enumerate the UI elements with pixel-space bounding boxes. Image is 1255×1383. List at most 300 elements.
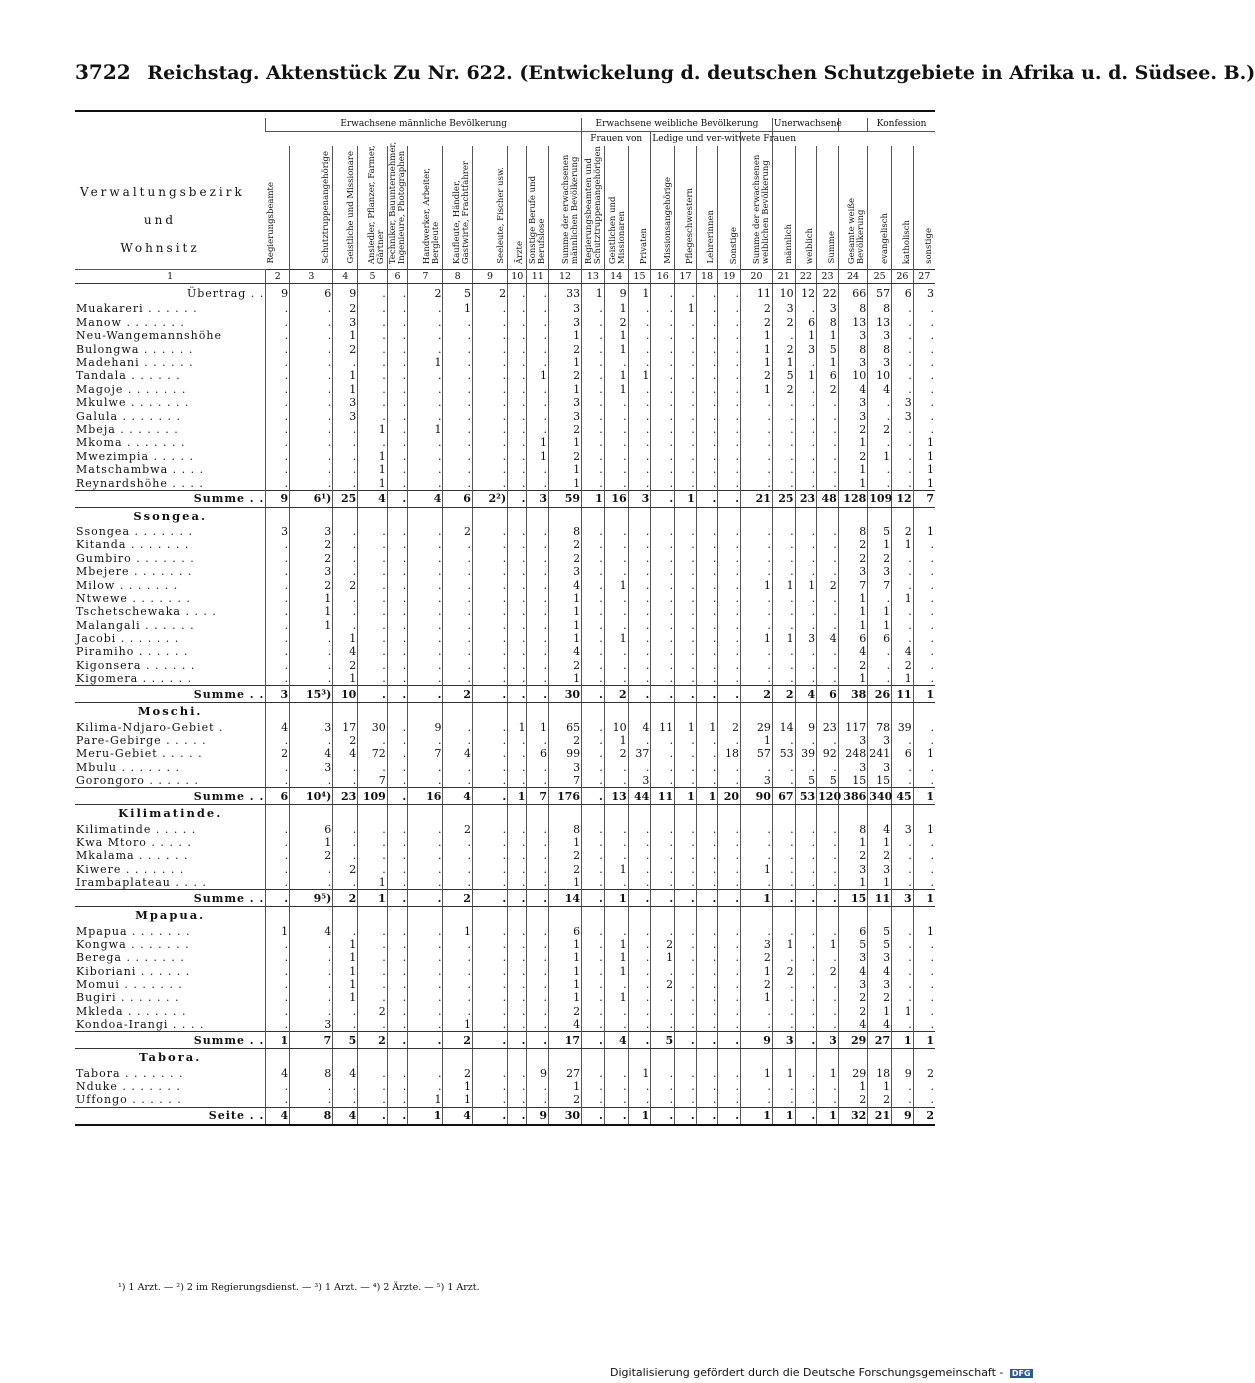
table-cell: . (696, 1080, 718, 1093)
table-cell: . (741, 1018, 773, 1032)
table-cell: . (628, 659, 651, 672)
summe-row (75, 1032, 935, 1049)
table-cell: 4 (290, 924, 333, 937)
district-heading-row (75, 507, 935, 525)
table-cell: . (651, 965, 675, 978)
empty-cell (892, 507, 914, 525)
table-cell: . (358, 525, 388, 538)
table-cell: . (290, 774, 333, 788)
table-cell: 1 (913, 1032, 935, 1049)
table-cell: . (387, 1080, 407, 1093)
table-cell: . (266, 329, 290, 342)
table-cell: . (358, 329, 388, 342)
table-cell: . (508, 632, 527, 645)
table-cell: 1 (604, 734, 628, 747)
table-cell: 27 (549, 1066, 582, 1079)
table-cell: 1 (913, 450, 935, 463)
table-cell: . (358, 734, 388, 747)
table-cell: . (266, 938, 290, 951)
table-cell: . (290, 1080, 333, 1093)
table-cell: . (333, 924, 358, 937)
table-cell: 4 (604, 1032, 628, 1049)
table-cell: . (772, 1018, 795, 1032)
table-cell: 6 (838, 924, 868, 937)
table-cell: 3 (795, 632, 817, 645)
table-cell: 1 (443, 1018, 473, 1032)
table-cell: . (892, 356, 914, 369)
table-cell: 7 (527, 788, 549, 805)
column-number: 23 (817, 269, 839, 283)
table-cell: . (290, 965, 333, 978)
table-cell: . (358, 951, 388, 964)
table-cell: . (408, 476, 443, 490)
table-cell: . (387, 734, 407, 747)
table-cell: . (892, 978, 914, 991)
empty-cell (443, 703, 473, 721)
table-cell: . (795, 552, 817, 565)
empty-cell (266, 703, 290, 721)
table-cell: 2 (443, 525, 473, 538)
table-cell: . (628, 863, 651, 876)
table-cell: . (358, 396, 388, 409)
table-cell: . (508, 302, 527, 315)
empty-cell (443, 1049, 473, 1067)
table-cell: 4 (795, 686, 817, 703)
table-cell: . (817, 592, 839, 605)
table-cell: . (472, 761, 507, 774)
table-cell: . (266, 761, 290, 774)
table-cell: 2 (333, 659, 358, 672)
table-cell: . (795, 890, 817, 907)
table-cell: 4 (868, 822, 892, 835)
table-cell: 27 (868, 1032, 892, 1049)
empty-cell (290, 907, 333, 925)
table-cell: 2 (892, 525, 914, 538)
table-cell: 3 (772, 1032, 795, 1049)
table-cell: 6 (290, 284, 333, 303)
table-cell: 1 (741, 578, 773, 591)
empty-cell (892, 1049, 914, 1067)
table-cell: 1 (290, 592, 333, 605)
table-cell: . (772, 396, 795, 409)
table-cell: . (472, 1093, 507, 1107)
table-cell: . (651, 383, 675, 396)
table-cell: 1 (868, 876, 892, 890)
table-cell: . (266, 1018, 290, 1032)
table-cell: . (266, 822, 290, 835)
table-cell: . (718, 356, 741, 369)
table-cell: . (651, 1018, 675, 1032)
table-cell: . (817, 463, 839, 476)
table-cell: . (741, 538, 773, 551)
table-cell: . (718, 890, 741, 907)
table-cell: . (443, 734, 473, 747)
table-cell: . (604, 396, 628, 409)
table-cell: . (582, 552, 605, 565)
table-cell: . (472, 618, 507, 631)
table-cell: . (675, 876, 697, 890)
table-cell: 4 (817, 632, 839, 645)
column-header-text: katholisch (901, 219, 912, 264)
table-cell: . (628, 552, 651, 565)
table-cell: 6 (795, 316, 817, 329)
column-header (582, 146, 605, 270)
table-cell: . (675, 686, 697, 703)
table-cell: . (817, 863, 839, 876)
table-cell: 3 (892, 822, 914, 835)
single-widowed-header: Ledige und ver-witwete Frauen (652, 133, 797, 144)
table-cell: . (527, 316, 549, 329)
table-cell: . (582, 1107, 605, 1125)
table-cell: . (358, 965, 388, 978)
table-cell: 2 (838, 849, 868, 862)
column-header-text: Summe (826, 231, 837, 264)
table-cell: . (582, 316, 605, 329)
table-cell: . (696, 525, 718, 538)
table-cell: . (472, 734, 507, 747)
table-cell: . (358, 565, 388, 578)
empty-cell (696, 507, 718, 525)
table-cell: 1 (604, 938, 628, 951)
table-cell: . (696, 734, 718, 747)
table-cell: . (628, 525, 651, 538)
table-cell: . (651, 316, 675, 329)
row-name: Kigomera . . . . . . (76, 672, 193, 686)
table-cell: . (358, 409, 388, 422)
table-cell: . (628, 822, 651, 835)
table-cell: 3 (290, 761, 333, 774)
table-cell: . (527, 645, 549, 658)
table-cell: . (718, 686, 741, 703)
table-cell: . (290, 978, 333, 991)
table-cell: . (508, 605, 527, 618)
table-cell: . (358, 863, 388, 876)
empty-cell (333, 703, 358, 721)
table-cell: . (408, 659, 443, 672)
table-row (75, 605, 935, 618)
table-cell: . (333, 565, 358, 578)
table-cell: . (913, 672, 935, 686)
table-cell: . (333, 618, 358, 631)
district-heading: Tabora. (139, 1050, 202, 1065)
table-cell: 23 (795, 490, 817, 507)
table-cell: . (892, 605, 914, 618)
empty-cell (651, 907, 675, 925)
row-name: Summe . . (75, 490, 266, 507)
table-cell: . (604, 645, 628, 658)
column-header-text: Privaten (639, 227, 650, 264)
empty-cell (817, 507, 839, 525)
table-cell: . (358, 849, 388, 862)
table-cell: . (718, 463, 741, 476)
empty-cell (582, 907, 605, 925)
table-cell: 1 (741, 734, 773, 747)
table-cell: . (443, 774, 473, 788)
table-cell: 1 (838, 1080, 868, 1093)
table-cell: 92 (817, 747, 839, 760)
row-name: Kiwere . . . . . . . (76, 862, 185, 876)
table-cell: 1 (333, 369, 358, 382)
table-cell: . (472, 578, 507, 591)
column-number: 27 (913, 269, 935, 283)
summe-row (75, 686, 935, 703)
table-cell: 3 (838, 409, 868, 422)
empty-cell (549, 805, 582, 823)
table-cell: . (358, 618, 388, 631)
table-cell: 5 (868, 924, 892, 937)
table-cell: . (472, 302, 507, 315)
table-cell: 1 (838, 592, 868, 605)
table-cell: 1 (604, 578, 628, 591)
table-row (75, 822, 935, 835)
table-cell: . (266, 565, 290, 578)
table-cell: 1 (443, 1080, 473, 1093)
table-cell: . (772, 863, 795, 876)
table-cell: . (408, 369, 443, 382)
column-header (604, 146, 628, 270)
table-cell: . (527, 849, 549, 862)
table-cell: . (290, 476, 333, 490)
table-cell: 7 (290, 1032, 333, 1049)
table-cell: 2 (549, 342, 582, 355)
table-cell: . (582, 672, 605, 686)
table-cell: . (696, 342, 718, 355)
table-cell: . (408, 890, 443, 907)
table-cell: . (387, 476, 407, 490)
empty-cell (696, 1049, 718, 1067)
table-cell: . (387, 863, 407, 876)
table-cell: . (387, 659, 407, 672)
table-row (75, 463, 935, 476)
table-cell: 1 (549, 938, 582, 951)
table-cell: . (508, 329, 527, 342)
table-cell: . (408, 578, 443, 591)
table-cell: . (772, 592, 795, 605)
table-cell: 1 (549, 476, 582, 490)
district-heading: Mpapua. (135, 908, 206, 923)
table-cell: . (358, 538, 388, 551)
table-cell: . (387, 761, 407, 774)
row-name: Gumbiro . . . . . . . (76, 551, 195, 565)
table-cell: . (817, 1018, 839, 1032)
table-cell: 3 (333, 316, 358, 329)
table-cell: . (333, 463, 358, 476)
table-cell: . (651, 890, 675, 907)
table-cell: 4 (333, 1066, 358, 1079)
empty-cell (913, 703, 935, 721)
table-cell: 29 (741, 720, 773, 733)
table-cell: . (408, 672, 443, 686)
table-cell: 2 (290, 552, 333, 565)
table-cell: . (892, 951, 914, 964)
population-table (75, 118, 935, 1126)
table-cell: 10 (772, 284, 795, 303)
table-cell: . (772, 329, 795, 342)
table-cell: . (696, 1093, 718, 1107)
row-name: Madehani . . . . . . (76, 356, 194, 370)
table-cell: . (892, 565, 914, 578)
table-cell: . (696, 978, 718, 991)
table-cell: . (795, 849, 817, 862)
table-cell: . (675, 890, 697, 907)
table-cell: 2 (772, 686, 795, 703)
table-cell: . (741, 592, 773, 605)
table-cell: 2 (333, 302, 358, 315)
table-cell: . (527, 991, 549, 1004)
table-cell: 5 (651, 1032, 675, 1049)
row-name: Kondoa-Irangi . . . . (76, 1018, 205, 1032)
table-cell: . (582, 369, 605, 382)
table-cell: . (387, 369, 407, 382)
table-cell: . (358, 1018, 388, 1032)
table-cell: . (718, 565, 741, 578)
row-name: Mkulwe . . . . . . . (76, 396, 190, 410)
table-cell: 3 (838, 734, 868, 747)
table-cell: . (913, 316, 935, 329)
table-cell: . (651, 747, 675, 760)
table-cell: . (772, 836, 795, 849)
table-cell: . (358, 632, 388, 645)
table-cell: . (472, 423, 507, 436)
table-cell: . (582, 592, 605, 605)
table-row (75, 436, 935, 449)
table-cell: . (408, 592, 443, 605)
table-cell: . (408, 538, 443, 551)
table-cell: . (472, 978, 507, 991)
table-cell: . (604, 822, 628, 835)
table-cell: . (508, 436, 527, 449)
table-row (75, 659, 935, 672)
table-cell: 1 (741, 383, 773, 396)
table-cell: . (675, 525, 697, 538)
table-row (75, 774, 935, 788)
table-row (75, 618, 935, 631)
table-cell: . (472, 632, 507, 645)
table-row (75, 409, 935, 422)
empty-cell (795, 507, 817, 525)
table-cell: . (527, 978, 549, 991)
table-cell: . (651, 632, 675, 645)
table-cell: . (892, 734, 914, 747)
table-cell: . (913, 592, 935, 605)
column-number: 16 (651, 269, 675, 283)
table-row (75, 316, 935, 329)
table-cell: . (868, 592, 892, 605)
table-cell: . (628, 991, 651, 1004)
table-cell: . (718, 329, 741, 342)
table-row (75, 1005, 935, 1018)
table-cell: 1 (868, 605, 892, 618)
table-cell: 6 (892, 747, 914, 760)
table-cell: 11 (892, 686, 914, 703)
table-cell: . (868, 463, 892, 476)
table-cell: 1 (549, 876, 582, 890)
table-cell: 1 (333, 329, 358, 342)
table-cell: . (408, 463, 443, 476)
table-cell: 5 (333, 1032, 358, 1049)
table-cell: 13 (604, 788, 628, 805)
table-cell: . (604, 565, 628, 578)
table-cell: 33 (549, 284, 582, 303)
empty-cell (741, 805, 773, 823)
empty-cell (266, 1049, 290, 1067)
empty-cell (472, 703, 507, 721)
row-name: Seite . . (75, 1107, 266, 1125)
empty-cell (838, 507, 868, 525)
table-cell: . (892, 383, 914, 396)
column-header (868, 146, 892, 270)
table-cell: . (795, 525, 817, 538)
table-cell: . (718, 836, 741, 849)
table-cell: 2 (838, 552, 868, 565)
table-cell: . (628, 578, 651, 591)
table-cell: 2 (772, 342, 795, 355)
table-cell: 2 (549, 734, 582, 747)
table-cell: . (795, 1032, 817, 1049)
table-cell: . (795, 836, 817, 849)
empty-cell (472, 507, 507, 525)
table-cell: . (472, 1107, 507, 1125)
table-cell: 2 (549, 849, 582, 862)
table-cell: . (290, 938, 333, 951)
table-cell: . (696, 383, 718, 396)
column-number: 17 (675, 269, 697, 283)
table-cell: . (527, 342, 549, 355)
column-number: 13 (582, 269, 605, 283)
table-cell: . (472, 356, 507, 369)
empty-cell (443, 907, 473, 925)
empty-cell (549, 1049, 582, 1067)
row-name: Kwa Mtoro . . . . . (76, 835, 192, 849)
table-cell: . (741, 605, 773, 618)
table-cell: . (333, 356, 358, 369)
table-cell: . (913, 618, 935, 631)
empty-cell (741, 507, 773, 525)
table-cell: . (675, 463, 697, 476)
table-cell: . (772, 761, 795, 774)
table-row (75, 876, 935, 890)
table-cell: . (527, 686, 549, 703)
table-cell: . (817, 822, 839, 835)
table-cell: . (741, 476, 773, 490)
table-cell: 2 (817, 578, 839, 591)
table-cell: . (772, 849, 795, 862)
row-name: Gorongoro . . . . . . (76, 774, 199, 788)
table-cell: 1 (549, 356, 582, 369)
table-cell: 6 (868, 632, 892, 645)
table-cell: . (675, 592, 697, 605)
table-cell: 1 (290, 605, 333, 618)
table-cell: . (772, 476, 795, 490)
table-cell: 6 (838, 632, 868, 645)
table-cell: . (795, 822, 817, 835)
empty-cell (527, 805, 549, 823)
table-cell: . (582, 1018, 605, 1032)
table-cell: . (696, 761, 718, 774)
table-cell: . (508, 538, 527, 551)
empty-cell (527, 1049, 549, 1067)
table-cell: 1 (508, 720, 527, 733)
table-cell: . (472, 645, 507, 658)
table-cell: 1 (358, 423, 388, 436)
table-cell: 4 (443, 1107, 473, 1125)
table-cell: . (795, 659, 817, 672)
table-cell: . (675, 849, 697, 862)
table-cell: . (772, 734, 795, 747)
table-cell: . (387, 618, 407, 631)
table-cell: . (266, 552, 290, 565)
column-number: 5 (358, 269, 388, 283)
